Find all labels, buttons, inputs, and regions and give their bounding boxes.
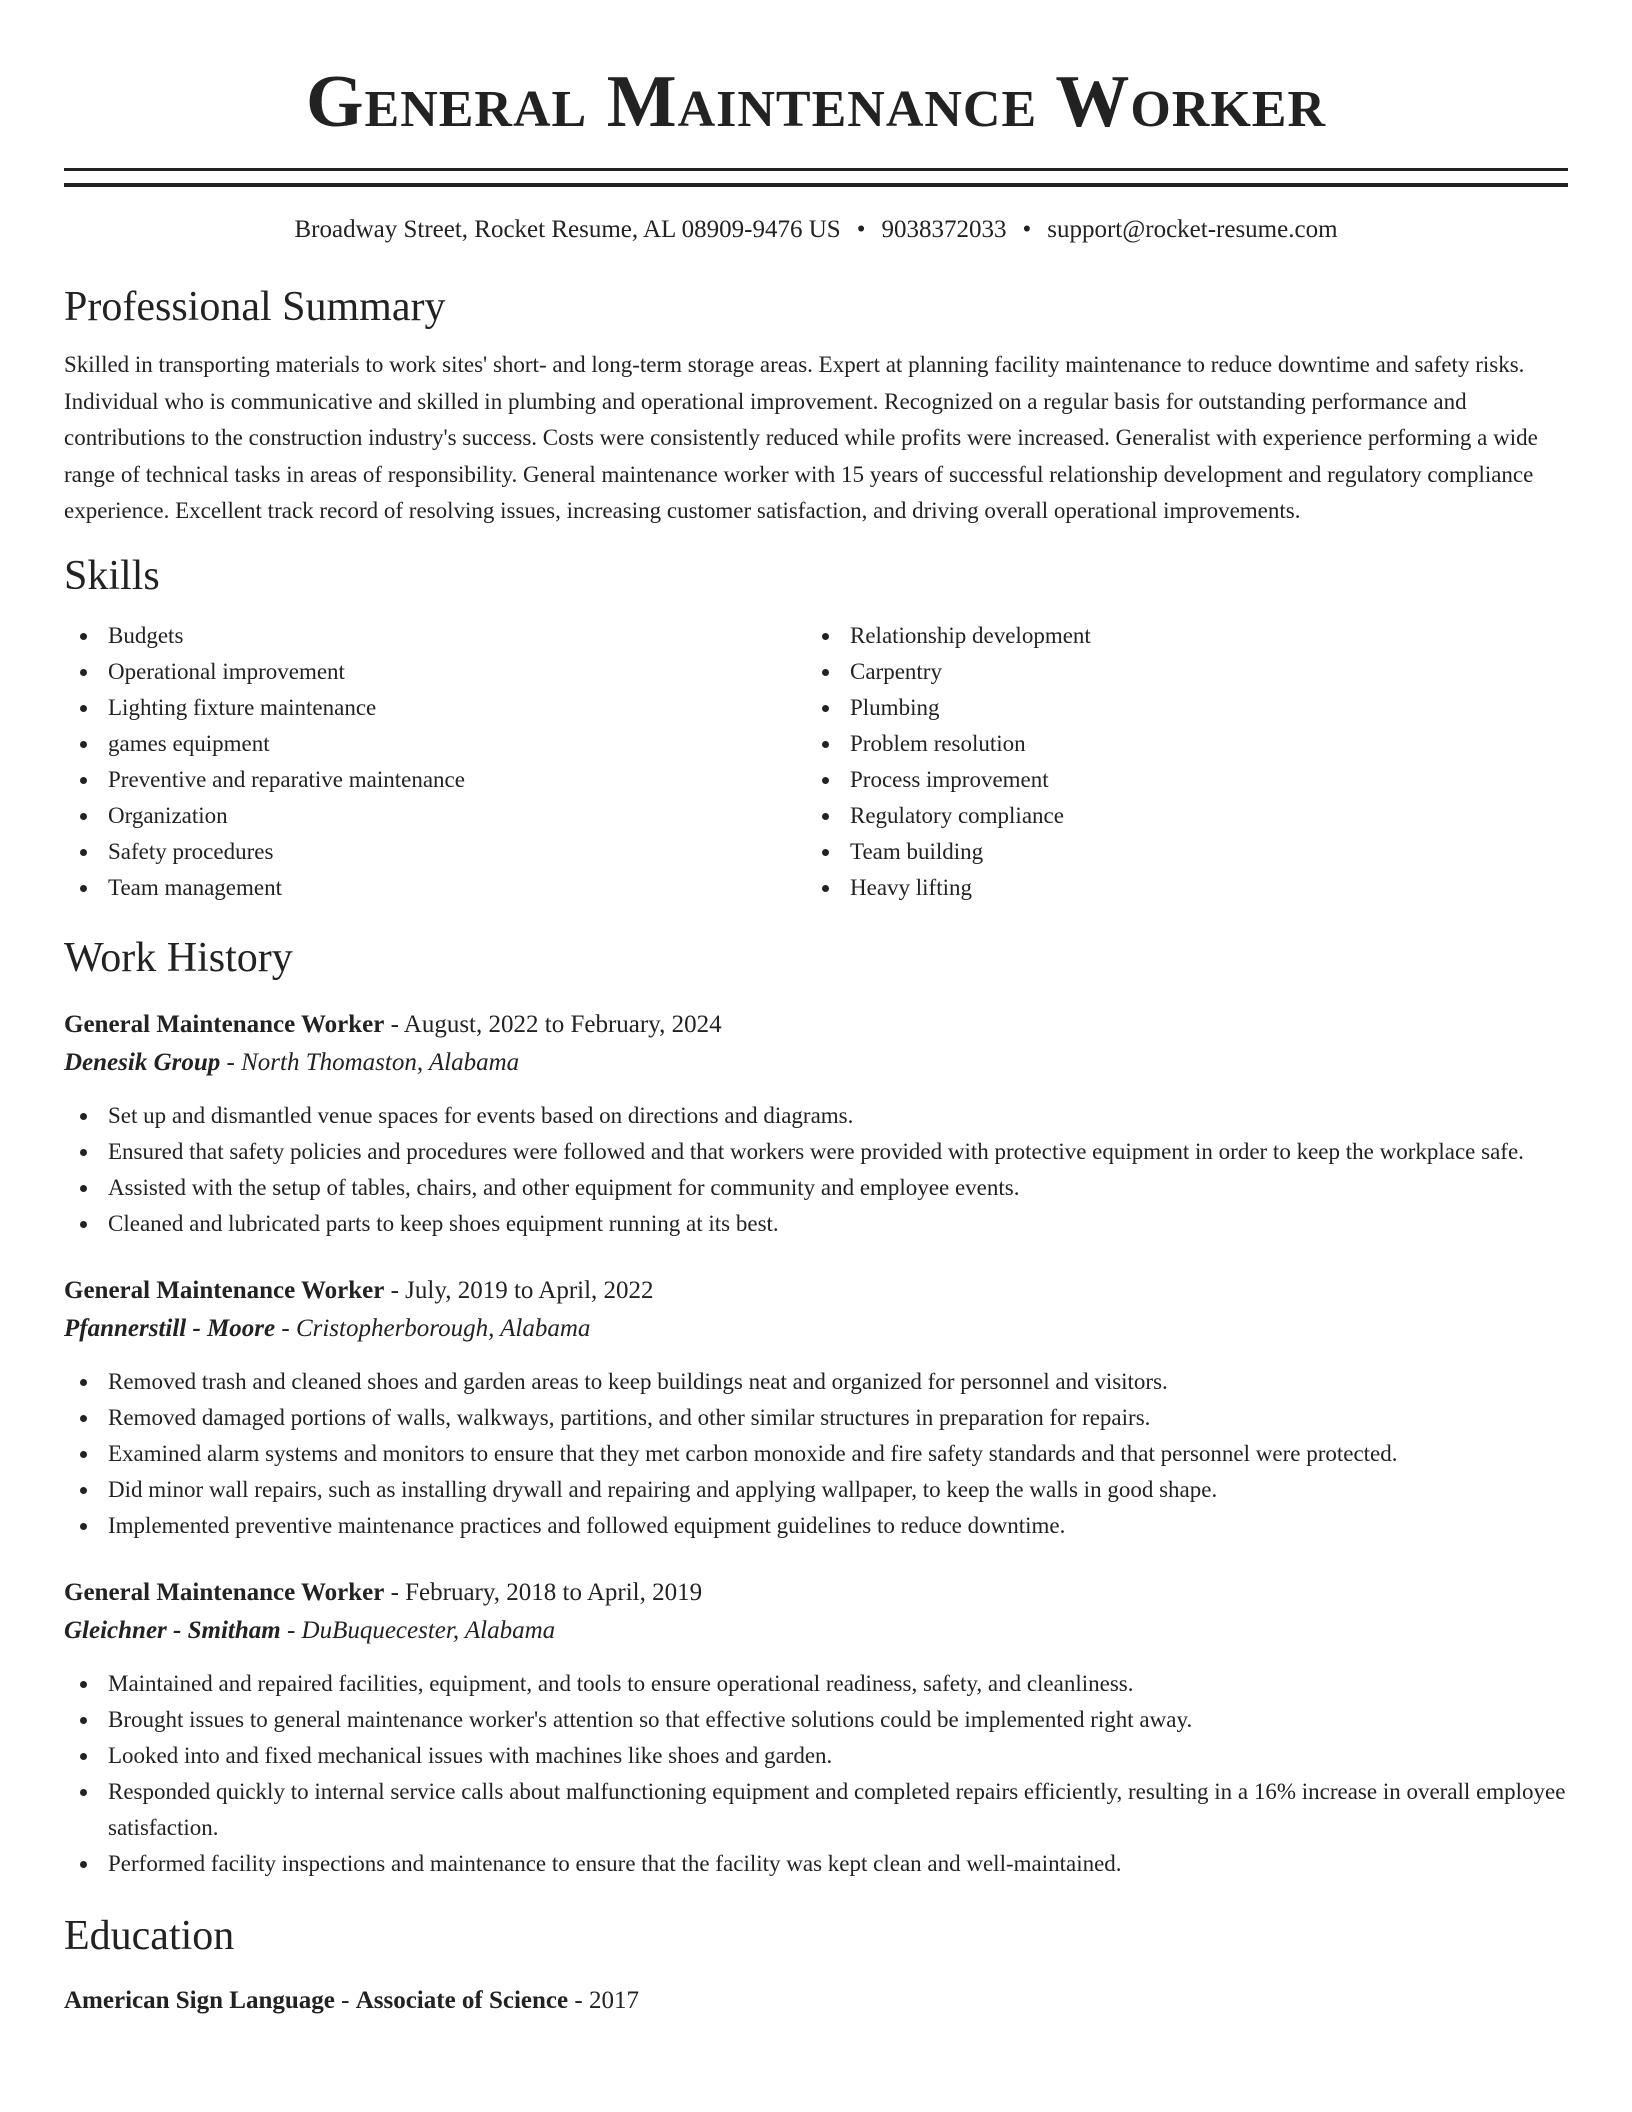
skill-item: Preventive and reparative maintenance bbox=[64, 762, 806, 798]
job-location: DuBuquecester, Alabama bbox=[301, 1616, 556, 1644]
job-duties bbox=[64, 1666, 1568, 1882]
skill-item: Organization bbox=[64, 798, 806, 834]
duty-item: Ensured that safety policies and procedures were followed and that workers were provided with protective equipment in order to keep the workplace safe. bbox=[64, 1134, 1568, 1170]
job-title-line: General Maintenance Worker - February, 2018 to April, 2019 bbox=[64, 1578, 703, 1606]
duty-item: Set up and dismantled venue spaces for events based on directions and diagrams. bbox=[64, 1098, 1568, 1134]
job-company-line: Gleichner - Smitham - DuBuquecester, Alabama bbox=[64, 1616, 556, 1644]
job-title-line: General Maintenance Worker - August, 2022 to February, 2024 bbox=[64, 1010, 722, 1038]
job-location: North Thomaston, Alabama bbox=[241, 1048, 520, 1076]
job-company: Gleichner - Smitham bbox=[64, 1616, 281, 1644]
education-year: 2017 bbox=[588, 1986, 639, 2014]
education-degree: Associate of Science bbox=[355, 1986, 569, 2014]
job-company-line: Denesik Group - North Thomaston, Alabama bbox=[64, 1048, 520, 1076]
duty-item: Removed trash and cleaned shoes and garden areas to keep buildings neat and organized for personnel and visitors. bbox=[64, 1364, 1568, 1400]
duty-item: Cleaned and lubricated parts to keep shoes equipment running at its best. bbox=[64, 1206, 1568, 1242]
education-entry: American Sign Language - Associate of Science - 2017 bbox=[64, 1986, 639, 2014]
job-company: Pfannerstill - Moore bbox=[64, 1314, 276, 1342]
job-dates: July, 2019 to April, 2022 bbox=[405, 1276, 654, 1304]
skill-item: Plumbing bbox=[806, 690, 1548, 726]
skill-item: Process improvement bbox=[806, 762, 1548, 798]
job-title-line: General Maintenance Worker - July, 2019 to April, 2022 bbox=[64, 1276, 654, 1304]
skills-heading: Skills bbox=[64, 552, 160, 599]
skill-item: Operational improvement bbox=[64, 654, 806, 690]
contact-separator: • bbox=[856, 216, 866, 243]
job-location: Cristopherborough, Alabama bbox=[295, 1314, 591, 1342]
skills-list-right bbox=[806, 618, 1548, 906]
contact-line bbox=[64, 213, 1568, 247]
job-company: Denesik Group bbox=[64, 1048, 221, 1076]
job-duties bbox=[64, 1364, 1568, 1544]
work-history-heading: Work History bbox=[64, 934, 293, 981]
job-dates: February, 2018 to April, 2019 bbox=[405, 1578, 703, 1606]
duty-item: Looked into and fixed mechanical issues with machines like shoes and garden. bbox=[64, 1738, 1568, 1774]
job-duties bbox=[64, 1098, 1568, 1242]
skill-item: Carpentry bbox=[806, 654, 1548, 690]
job-role: General Maintenance Worker bbox=[64, 1010, 385, 1038]
header-divider bbox=[64, 168, 1568, 187]
skill-item: Heavy lifting bbox=[806, 870, 1548, 906]
job-company-line: Pfannerstill - Moore - Cristopherborough, Alabama bbox=[64, 1314, 591, 1342]
contact-phone: 9038372033 bbox=[881, 216, 1007, 243]
duty-item: Removed damaged portions of walls, walkways, partitions, and other similar structures in preparation for repairs. bbox=[64, 1400, 1568, 1436]
contact-email: support@rocket-resume.com bbox=[1047, 216, 1338, 243]
skill-item: Relationship development bbox=[806, 618, 1548, 654]
skill-item: Problem resolution bbox=[806, 726, 1548, 762]
contact-separator: • bbox=[1022, 216, 1032, 243]
duty-item: Performed facility inspections and maintenance to ensure that the facility was kept clean and well-maintained. bbox=[64, 1846, 1568, 1882]
skills-columns bbox=[64, 618, 1568, 906]
contact-address: Broadway Street, Rocket Resume, AL 08909-9476 US bbox=[294, 216, 841, 243]
job-entry bbox=[64, 1574, 1568, 1882]
education-school: American Sign Language bbox=[64, 1986, 335, 2014]
duty-item: Implemented preventive maintenance practices and followed equipment guidelines to reduce downtime. bbox=[64, 1508, 1568, 1544]
education-heading: Education bbox=[64, 1912, 235, 1959]
job-role: General Maintenance Worker bbox=[64, 1578, 385, 1606]
skill-item: Lighting fixture maintenance bbox=[64, 690, 806, 726]
skill-item: Budgets bbox=[64, 618, 806, 654]
job-role: General Maintenance Worker bbox=[64, 1276, 385, 1304]
skill-item: Team management bbox=[64, 870, 806, 906]
summary-heading: Professional Summary bbox=[64, 284, 446, 330]
skill-item: games equipment bbox=[64, 726, 806, 762]
duty-item: Did minor wall repairs, such as installing drywall and repairing and applying wallpaper, to keep the walls in good shape. bbox=[64, 1472, 1568, 1508]
skills-list-left bbox=[64, 618, 806, 906]
summary-text: Skilled in transporting materials to work sites' short- and long-term storage areas. Expert at planning facility maintenance to reduce downtime and safety risks. Individual who is communicative and skilled in plumbing and operational improvement. Recognized on a regular basis for outstanding performance and contributions to the construction industry's success. Costs were consistently reduced while profits were increased. Generalist with experience performing a wide range of technical tasks in areas of responsibility. General maintenance worker with 15 years of successful relationship development and regulatory compliance experience. Excellent track record of resolving issues, increasing customer satisfaction, and driving overall operational improvements. bbox=[64, 352, 1538, 523]
skill-item: Team building bbox=[806, 834, 1548, 870]
duty-item: Maintained and repaired facilities, equipment, and tools to ensure operational readiness, safety, and cleanliness. bbox=[64, 1666, 1568, 1702]
skill-item: Safety procedures bbox=[64, 834, 806, 870]
job-entry bbox=[64, 1006, 1568, 1242]
duty-item: Assisted with the setup of tables, chairs, and other equipment for community and employee events. bbox=[64, 1170, 1568, 1206]
job-dates: August, 2022 to February, 2024 bbox=[403, 1010, 722, 1038]
duty-item: Responded quickly to internal service calls about malfunctioning equipment and completed repairs efficiently, resulting in a 16% increase in overall employee satisfaction. bbox=[64, 1774, 1568, 1846]
job-entry bbox=[64, 1272, 1568, 1544]
skill-item: Regulatory compliance bbox=[806, 798, 1548, 834]
duty-item: Brought issues to general maintenance worker's attention so that effective solutions could be implemented right away. bbox=[64, 1702, 1568, 1738]
resume-name: General Maintenance Worker bbox=[305, 61, 1327, 143]
duty-item: Examined alarm systems and monitors to ensure that they met carbon monoxide and fire safety standards and that personnel were protected. bbox=[64, 1436, 1568, 1472]
